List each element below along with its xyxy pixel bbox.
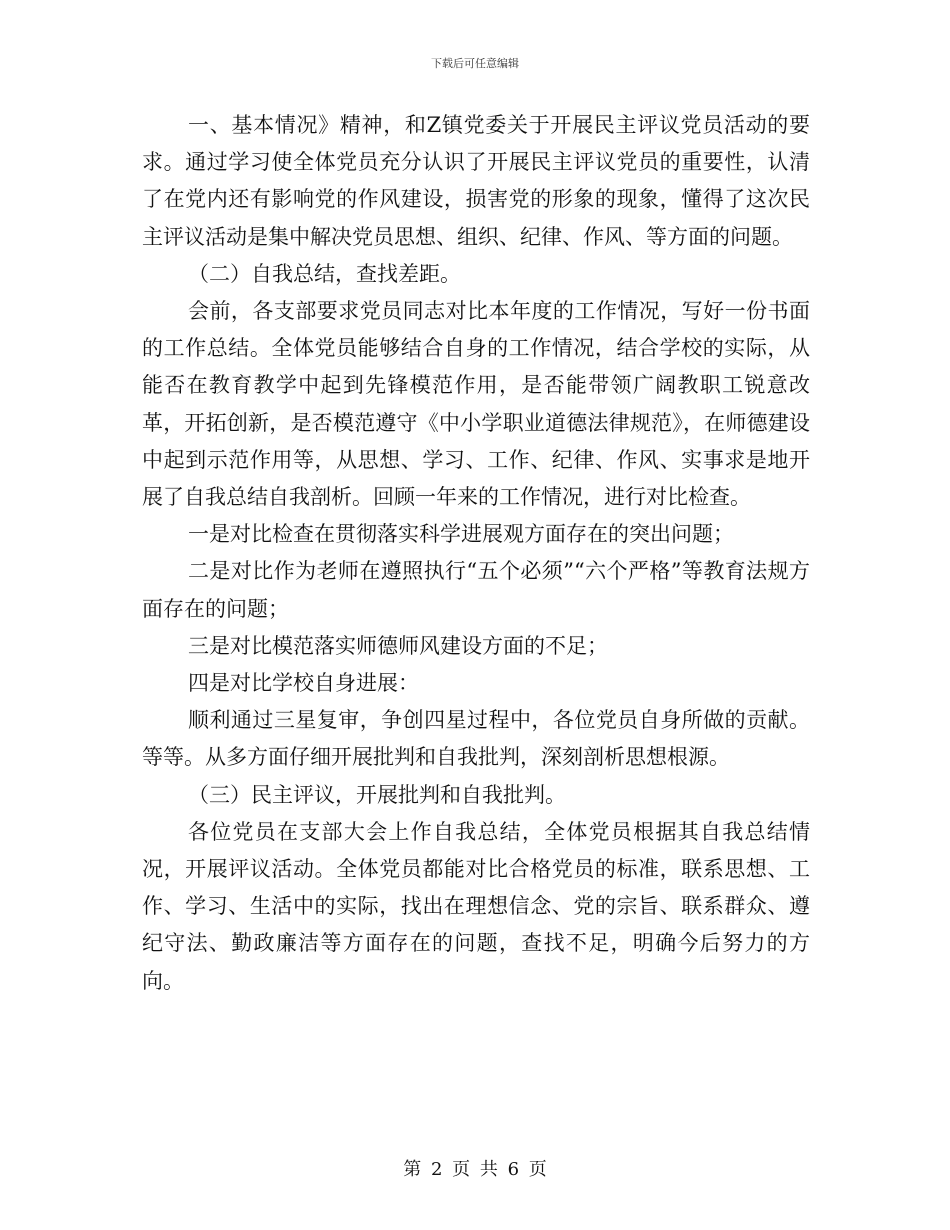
list-item-check-two: 二是对比作为老师在遵照执行“五个必须”“六个严格”等教育法规方面存在的问题； [142,559,810,621]
page-header: 下载后可任意编辑 [431,57,519,70]
list-item-check-one: 一是对比检查在贯彻落实科学进展观方面存在的突出问题； [188,522,734,547]
paragraph-contribution: 顺利通过三星复审，争创四星过程中，各位党员自身所做的贡献。等等。从多方面仔细开展批判和自我批判，深刻剖析思想根源。 [142,708,810,770]
list-item-check-four: 四是对比学校自身进展： [188,671,419,696]
page-number: 第 2 页 共 6 页 [403,1159,547,1180]
paragraph-review-activity: 各位党员在支部大会上作自我总结，全体党员根据其自我总结情况，开展评议活动。全体党员都能对比合格党员的标准，联系思想、工作、学习、生活中的实际，找出在理想信念、党的宗旨、联系群众、遵纪守法、勤政廉洁等方面存在的问题，查找不足，明确今后努力的方向。 [142,819,810,993]
document-body [142,107,810,1000]
section-heading-self-summary: （二）自我总结，查找差距。 [188,261,461,286]
section-heading-democratic-review: （三）民主评议，开展批判和自我批判。 [188,782,566,807]
paragraph-meeting-summary: 会前，各支部要求党员同志对比本年度的工作情况，写好一份书面的工作总结。全体党员能够结合自身的工作情况，结合学校的实际，从能否在教育教学中起到先锋模范作用，是否能带领广阔教职工锐意改革，开拓创新，是否模范遵守《中小学职业道德法律规范》，在师德建设中起到示范作用等，从思想、学习、工作、纪律、作风、实事求是地开展了自我总结自我剖析。回顾一年来的工作情况，进行对比检查。 [142,299,810,510]
list-item-check-three: 三是对比模范落实师德师风建设方面的不足； [188,633,608,658]
paragraph-basic-situation: 一、基本情况》精神，和Z镇党委关于开展民主评议党员活动的要求。通过学习使全体党员充分认识了开展民主评议党员的重要性，认清了在党内还有影响党的作风建设，损害党的形象的现象，懂得了这次民主评议活动是集中解决党员思想、组织、纪律、作风、等方面的问题。 [142,113,810,249]
